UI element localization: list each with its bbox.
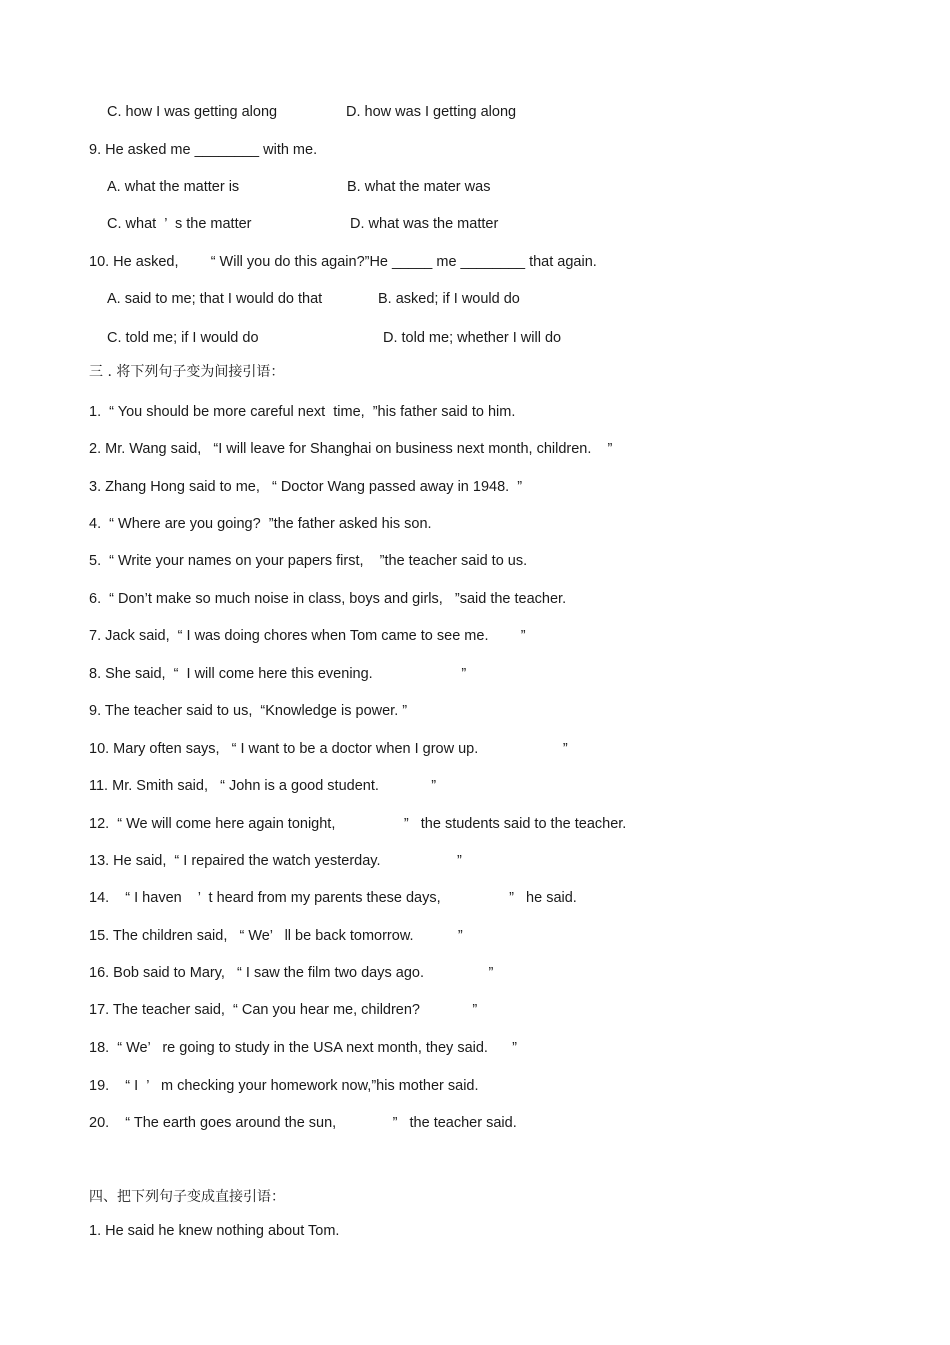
q10-option-c: C. told me; if I would do — [107, 330, 259, 346]
section3-item: 6. “ Don’t make so much noise in class, boys and girls, ”said the teacher. — [89, 591, 567, 607]
section3-item: 3. Zhang Hong said to me, “ Doctor Wang passed away in 1948. ” — [89, 479, 523, 495]
q9-option-b: B. what the mater was — [347, 179, 491, 195]
section3-item: 1. “ You should be more careful next time, ”his father said to him. — [89, 404, 516, 420]
section3-item: 9. The teacher said to us, “Knowledge is power. ” — [89, 703, 408, 719]
section4-heading: 四、把下列句子变成直接引语： — [89, 1189, 285, 1205]
section3-item: 4. “ Where are you going? ”the father asked his son. — [89, 516, 432, 532]
q10-option-a: A. said to me; that I would do that — [107, 291, 323, 307]
q8-option-d: D. how was I getting along — [346, 104, 517, 120]
section3-item: 15. The children said, “ We’ ll be back tomorrow. ” — [89, 928, 463, 944]
section3-item: 7. Jack said, “ I was doing chores when Tom came to see me. ” — [89, 628, 526, 644]
section3-item: 18. “ We’ re going to study in the USA next month, they said. ” — [89, 1040, 517, 1056]
section3-item: 2. Mr. Wang said, “I will leave for Shanghai on business next month, children. ” — [89, 441, 613, 457]
section3-item: 16. Bob said to Mary, “ I saw the film two days ago. ” — [89, 965, 494, 981]
section3-item: 14. “ I haven ’ t heard from my parents these days, ” he said. — [89, 890, 577, 906]
q9-option-c: C. what ’ s the matter — [107, 216, 252, 232]
section3-item: 5. “ Write your names on your papers first, ”the teacher said to us. — [89, 553, 528, 569]
section3-item: 12. “ We will come here again tonight, ” the students said to the teacher. — [89, 816, 627, 832]
section3-item: 11. Mr. Smith said, “ John is a good student. ” — [89, 778, 437, 794]
q9-option-a: A. what the matter is — [107, 179, 240, 195]
q9-stem: 9. He asked me ________ with me. — [89, 142, 318, 158]
section3-item: 8. She said, “ I will come here this evening. ” — [89, 666, 467, 682]
section3-heading: 三 . 将下列句子变为间接引语： — [89, 364, 285, 380]
section3-item: 20. “ The earth goes around the sun, ” the teacher said. — [89, 1115, 517, 1131]
section4-item: 1. He said he knew nothing about Tom. — [89, 1223, 340, 1239]
q10-option-b: B. asked; if I would do — [378, 291, 520, 307]
section3-item: 19. “ I ’ m checking your homework now,”his mother said. — [89, 1078, 479, 1094]
section3-item: 13. He said, “ I repaired the watch yesterday. ” — [89, 853, 462, 869]
section3-item: 10. Mary often says, “ I want to be a doctor when I grow up. ” — [89, 741, 568, 757]
q9-option-d: D. what was the matter — [350, 216, 499, 232]
q10-option-d: D. told me; whether I will do — [383, 330, 562, 346]
q8-option-c: C. how I was getting along — [107, 104, 278, 120]
q10-stem: 10. He asked, “ Will you do this again?”He _____ me ________ that again. — [89, 254, 597, 270]
section3-item: 17. The teacher said, “ Can you hear me, children? ” — [89, 1002, 478, 1018]
